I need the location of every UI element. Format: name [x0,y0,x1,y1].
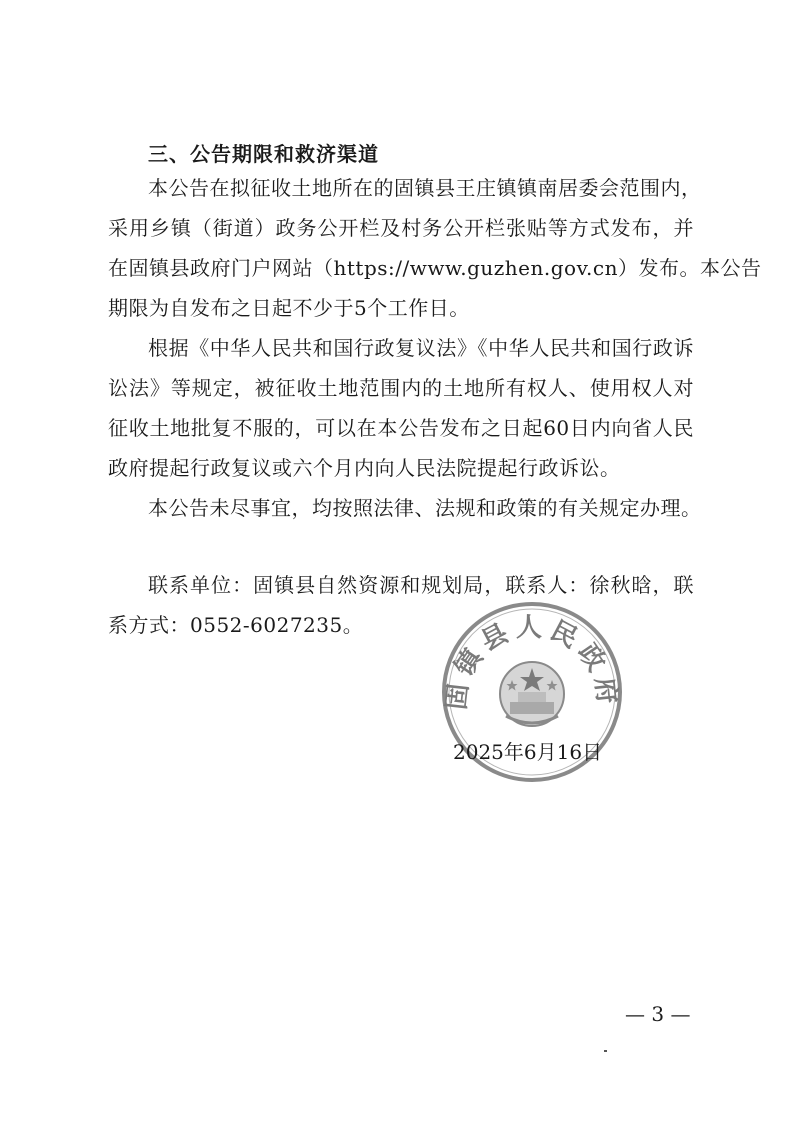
scan-speck [604,1050,607,1052]
paragraph-1-line-1: 本公告在拟征收土地所在的固镇县王庄镇镇南居委会范围内， [148,176,702,200]
paragraph-3-line-1: 本公告未尽事宜，均按照法律、法规和政策的有关规定办理。 [148,496,702,520]
paragraph-2-line-2: 讼法》等规定，被征收土地范围内的土地所有权人、使用权人对 [108,376,694,400]
paragraph-2-line-1: 根据《中华人民共和国行政复议法》《中华人民共和国行政诉 [148,336,694,360]
seal-text: 固镇县人民政府 [441,612,623,712]
section-heading: 三、公告期限和救济渠道 [148,142,379,166]
paragraph-1-line-3: 在固镇县政府门户网站（https://www.guzhen.gov.cn）发布。本公告 [108,256,762,280]
paragraph-2-line-3: 征收土地批复不服的，可以在本公告发布之日起60日内向省人民 [108,416,694,440]
contact-line-2: 系方式：0552-6027235。 [108,613,364,637]
contact-line-1: 联系单位：固镇县自然资源和规划局，联系人：徐秋晗，联 [148,573,694,597]
paragraph-2-line-4: 政府提起行政复议或六个月内向人民法院提起行政诉讼。 [108,456,621,480]
page-number: — 3 — [625,1002,691,1026]
paragraph-1-line-4: 期限为自发布之日起不少于5个工作日。 [108,296,470,320]
issue-date: 2025年6月16日 [453,740,603,764]
paragraph-1-line-2: 采用乡镇（街道）政务公开栏及村务公开栏张贴等方式发布，并 [108,216,694,240]
national-emblem-icon [500,662,564,726]
